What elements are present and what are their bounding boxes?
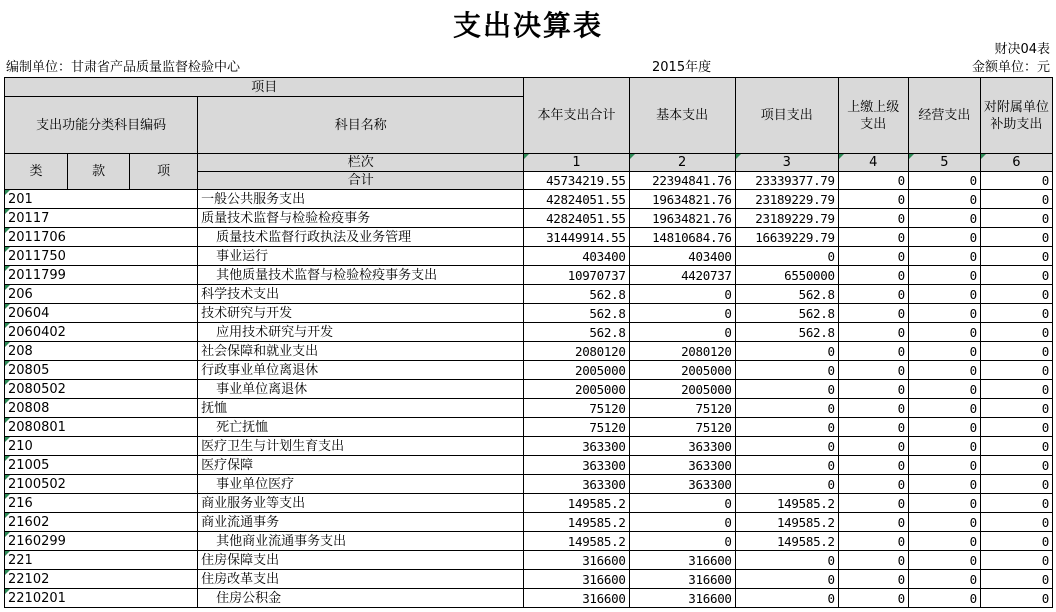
- total-2: 22394841.76: [629, 172, 735, 190]
- col-num-6: 6: [980, 154, 1052, 172]
- table-row: [5, 323, 1053, 342]
- table-row: [5, 209, 1053, 228]
- row-name: 住房保障支出: [198, 551, 524, 570]
- row-name: 事业单位医疗: [198, 475, 524, 494]
- row-value-5: 0: [908, 475, 980, 494]
- row-value-6: 0: [980, 361, 1052, 380]
- row-value-4: 0: [838, 247, 908, 266]
- row-code: 2011706: [5, 228, 198, 247]
- row-code: 21005: [5, 456, 198, 475]
- row-value-1: 562.8: [524, 285, 629, 304]
- row-value-2: 363300: [629, 437, 735, 456]
- header-col-4: 上缴上级支出: [838, 78, 908, 154]
- row-value-2: 363300: [629, 475, 735, 494]
- row-value-2: 14810684.76: [629, 228, 735, 247]
- row-code: 221: [5, 551, 198, 570]
- row-value-6: 0: [980, 380, 1052, 399]
- row-name: 医疗卫生与计划生育支出: [198, 437, 524, 456]
- row-value-3: 149585.2: [735, 513, 838, 532]
- table-body: [5, 190, 1053, 608]
- table-row: [5, 228, 1053, 247]
- table-row: [5, 285, 1053, 304]
- row-value-6: 0: [980, 190, 1052, 209]
- header-col-1: 本年支出合计: [524, 78, 629, 154]
- table-row: [5, 342, 1053, 361]
- row-value-5: 0: [908, 513, 980, 532]
- row-value-3: 23189229.79: [735, 190, 838, 209]
- row-value-1: 316600: [524, 551, 629, 570]
- row-value-3: 0: [735, 551, 838, 570]
- row-value-3: 0: [735, 475, 838, 494]
- header-col-6: 对附属单位补助支出: [980, 78, 1052, 154]
- row-value-4: 0: [838, 361, 908, 380]
- row-name: 住房公积金: [198, 589, 524, 608]
- table-row: [5, 570, 1053, 589]
- row-code: 210: [5, 437, 198, 456]
- row-value-3: 0: [735, 456, 838, 475]
- row-value-4: 0: [838, 456, 908, 475]
- row-code: 20117: [5, 209, 198, 228]
- total-3: 23339377.79: [735, 172, 838, 190]
- row-value-5: 0: [908, 418, 980, 437]
- row-value-2: 316600: [629, 589, 735, 608]
- row-code: 2100502: [5, 475, 198, 494]
- row-value-1: 363300: [524, 456, 629, 475]
- row-code: 2060402: [5, 323, 198, 342]
- row-name: 应用技术研究与开发: [198, 323, 524, 342]
- row-value-1: 316600: [524, 589, 629, 608]
- table-row: [5, 247, 1053, 266]
- row-value-6: 0: [980, 513, 1052, 532]
- row-value-1: 363300: [524, 475, 629, 494]
- row-value-6: 0: [980, 437, 1052, 456]
- row-value-4: 0: [838, 323, 908, 342]
- row-value-5: 0: [908, 494, 980, 513]
- header-lei: 类: [5, 154, 68, 190]
- table-row: [5, 418, 1053, 437]
- row-value-3: 6550000: [735, 266, 838, 285]
- row-value-2: 19634821.76: [629, 190, 735, 209]
- row-name: 抚恤: [198, 399, 524, 418]
- row-code: 2080801: [5, 418, 198, 437]
- table-row: [5, 513, 1053, 532]
- row-value-1: 42824051.55: [524, 190, 629, 209]
- row-code: 20808: [5, 399, 198, 418]
- row-value-6: 0: [980, 399, 1052, 418]
- row-value-1: 75120: [524, 399, 629, 418]
- row-value-3: 0: [735, 570, 838, 589]
- header-col-3: 项目支出: [735, 78, 838, 154]
- row-value-6: 0: [980, 209, 1052, 228]
- total-5: 0: [908, 172, 980, 190]
- total-1: 45734219.55: [524, 172, 629, 190]
- row-code: 20604: [5, 304, 198, 323]
- row-value-6: 0: [980, 323, 1052, 342]
- row-value-4: 0: [838, 209, 908, 228]
- row-value-4: 0: [838, 551, 908, 570]
- row-value-3: 0: [735, 361, 838, 380]
- row-value-2: 2080120: [629, 342, 735, 361]
- row-value-1: 2080120: [524, 342, 629, 361]
- row-value-5: 0: [908, 247, 980, 266]
- row-name: 住房改革支出: [198, 570, 524, 589]
- header-col-2: 基本支出: [629, 78, 735, 154]
- header-item: 项目: [5, 78, 524, 97]
- table-row: [5, 190, 1053, 209]
- row-value-4: 0: [838, 570, 908, 589]
- row-value-5: 0: [908, 323, 980, 342]
- row-value-5: 0: [908, 342, 980, 361]
- row-value-4: 0: [838, 266, 908, 285]
- col-num-3: 3: [735, 154, 838, 172]
- row-value-6: 0: [980, 266, 1052, 285]
- row-code: 2210201: [5, 589, 198, 608]
- row-name: 死亡抚恤: [198, 418, 524, 437]
- row-value-2: 316600: [629, 551, 735, 570]
- row-value-3: 0: [735, 589, 838, 608]
- table-row: [5, 551, 1053, 570]
- row-name: 行政事业单位离退休: [198, 361, 524, 380]
- row-value-4: 0: [838, 228, 908, 247]
- row-value-4: 0: [838, 380, 908, 399]
- row-name: 其他质量技术监督与检验检疫事务支出: [198, 266, 524, 285]
- row-value-1: 75120: [524, 418, 629, 437]
- row-value-3: 16639229.79: [735, 228, 838, 247]
- row-value-1: 316600: [524, 570, 629, 589]
- header-code-group: 支出功能分类科目编码: [5, 97, 198, 154]
- row-value-6: 0: [980, 456, 1052, 475]
- row-value-1: 31449914.55: [524, 228, 629, 247]
- row-value-2: 0: [629, 285, 735, 304]
- row-value-4: 0: [838, 475, 908, 494]
- row-value-6: 0: [980, 570, 1052, 589]
- col-num-5: 5: [908, 154, 980, 172]
- col-num-2: 2: [629, 154, 735, 172]
- row-value-5: 0: [908, 190, 980, 209]
- row-code: 21602: [5, 513, 198, 532]
- row-value-5: 0: [908, 304, 980, 323]
- row-value-5: 0: [908, 285, 980, 304]
- row-value-5: 0: [908, 551, 980, 570]
- row-value-5: 0: [908, 361, 980, 380]
- row-value-5: 0: [908, 399, 980, 418]
- table-header: [5, 78, 1053, 190]
- row-code: 2011750: [5, 247, 198, 266]
- total-6: 0: [980, 172, 1052, 190]
- header-name: 科目名称: [198, 97, 524, 154]
- row-value-1: 363300: [524, 437, 629, 456]
- row-value-3: 0: [735, 380, 838, 399]
- row-value-1: 562.8: [524, 323, 629, 342]
- table-row: [5, 380, 1053, 399]
- row-value-3: 0: [735, 247, 838, 266]
- row-value-3: 562.8: [735, 323, 838, 342]
- row-value-2: 19634821.76: [629, 209, 735, 228]
- row-value-5: 0: [908, 570, 980, 589]
- row-name: 一般公共服务支出: [198, 190, 524, 209]
- row-value-2: 2005000: [629, 380, 735, 399]
- report-title: 支出决算表: [452, 9, 603, 42]
- row-value-4: 0: [838, 494, 908, 513]
- row-value-3: 23189229.79: [735, 209, 838, 228]
- table-row: [5, 589, 1053, 608]
- row-value-4: 0: [838, 437, 908, 456]
- table-row: [5, 437, 1053, 456]
- row-value-2: 75120: [629, 399, 735, 418]
- row-value-2: 316600: [629, 570, 735, 589]
- row-name: 事业运行: [198, 247, 524, 266]
- row-value-1: 10970737: [524, 266, 629, 285]
- row-value-1: 149585.2: [524, 494, 629, 513]
- header-kuan: 款: [68, 154, 130, 190]
- row-value-6: 0: [980, 418, 1052, 437]
- row-code: 206: [5, 285, 198, 304]
- row-value-2: 0: [629, 494, 735, 513]
- row-value-4: 0: [838, 304, 908, 323]
- row-name: 科学技术支出: [198, 285, 524, 304]
- col-num-4: 4: [838, 154, 908, 172]
- row-value-6: 0: [980, 285, 1052, 304]
- row-value-6: 0: [980, 247, 1052, 266]
- row-value-6: 0: [980, 589, 1052, 608]
- row-value-2: 403400: [629, 247, 735, 266]
- row-value-5: 0: [908, 589, 980, 608]
- row-name: 事业单位离退休: [198, 380, 524, 399]
- table-row: [5, 475, 1053, 494]
- row-name: 商业服务业等支出: [198, 494, 524, 513]
- row-name: 其他商业流通事务支出: [198, 532, 524, 551]
- row-value-2: 0: [629, 304, 735, 323]
- total-4: 0: [838, 172, 908, 190]
- row-value-1: 2005000: [524, 380, 629, 399]
- table-row: [5, 304, 1053, 323]
- table-row: [5, 456, 1053, 475]
- row-name: 商业流通事务: [198, 513, 524, 532]
- row-value-6: 0: [980, 342, 1052, 361]
- row-value-4: 0: [838, 399, 908, 418]
- table-row: [5, 532, 1053, 551]
- row-value-2: 0: [629, 532, 735, 551]
- row-value-6: 0: [980, 304, 1052, 323]
- header-total-label: 合计: [198, 172, 524, 190]
- currency-unit: 金额单位：元: [971, 60, 1050, 75]
- table-row: [5, 266, 1053, 285]
- row-value-2: 363300: [629, 456, 735, 475]
- row-value-1: 149585.2: [524, 513, 629, 532]
- row-value-1: 42824051.55: [524, 209, 629, 228]
- row-value-6: 0: [980, 494, 1052, 513]
- row-value-6: 0: [980, 475, 1052, 494]
- row-value-4: 0: [838, 342, 908, 361]
- row-value-4: 0: [838, 513, 908, 532]
- row-value-5: 0: [908, 266, 980, 285]
- row-name: 社会保障和就业支出: [198, 342, 524, 361]
- row-value-3: 149585.2: [735, 532, 838, 551]
- reporting-unit: 编制单位：甘肃省产品质量监督检验中心: [6, 60, 241, 75]
- row-value-2: 0: [629, 323, 735, 342]
- row-code: 201: [5, 190, 198, 209]
- row-code: 216: [5, 494, 198, 513]
- row-value-5: 0: [908, 209, 980, 228]
- row-name: 技术研究与开发: [198, 304, 524, 323]
- row-value-3: 0: [735, 418, 838, 437]
- row-value-6: 0: [980, 532, 1052, 551]
- row-value-5: 0: [908, 380, 980, 399]
- row-value-3: 149585.2: [735, 494, 838, 513]
- table-row: [5, 361, 1053, 380]
- row-value-3: 562.8: [735, 285, 838, 304]
- row-value-3: 0: [735, 342, 838, 361]
- row-value-3: 0: [735, 399, 838, 418]
- row-value-5: 0: [908, 532, 980, 551]
- row-value-5: 0: [908, 456, 980, 475]
- row-name: 质量技术监督行政执法及业务管理: [198, 228, 524, 247]
- header-col-5: 经营支出: [908, 78, 980, 154]
- expenditure-table: [4, 77, 1053, 608]
- table-row: [5, 494, 1053, 513]
- header-xiang: 项: [130, 154, 198, 190]
- row-value-1: 562.8: [524, 304, 629, 323]
- row-value-5: 0: [908, 437, 980, 456]
- row-code: 22102: [5, 570, 198, 589]
- row-value-3: 0: [735, 437, 838, 456]
- row-value-2: 2005000: [629, 361, 735, 380]
- row-code: 2160299: [5, 532, 198, 551]
- row-code: 2011799: [5, 266, 198, 285]
- row-value-6: 0: [980, 228, 1052, 247]
- row-value-3: 562.8: [735, 304, 838, 323]
- col-num-1: 1: [524, 154, 629, 172]
- fiscal-year: 2015年度: [652, 60, 712, 75]
- row-value-2: 0: [629, 513, 735, 532]
- row-name: 质量技术监督与检验检疫事务: [198, 209, 524, 228]
- row-value-4: 0: [838, 190, 908, 209]
- row-code: 20805: [5, 361, 198, 380]
- row-value-2: 75120: [629, 418, 735, 437]
- row-value-5: 0: [908, 228, 980, 247]
- table-row: [5, 399, 1053, 418]
- row-value-1: 403400: [524, 247, 629, 266]
- row-code: 208: [5, 342, 198, 361]
- row-value-4: 0: [838, 589, 908, 608]
- row-value-4: 0: [838, 285, 908, 304]
- table-number: 财决04表: [994, 42, 1050, 57]
- row-value-4: 0: [838, 418, 908, 437]
- row-value-1: 149585.2: [524, 532, 629, 551]
- row-value-1: 2005000: [524, 361, 629, 380]
- row-value-2: 4420737: [629, 266, 735, 285]
- row-code: 2080502: [5, 380, 198, 399]
- row-name: 医疗保障: [198, 456, 524, 475]
- header-col-label: 栏次: [198, 154, 524, 172]
- row-value-4: 0: [838, 532, 908, 551]
- row-value-6: 0: [980, 551, 1052, 570]
